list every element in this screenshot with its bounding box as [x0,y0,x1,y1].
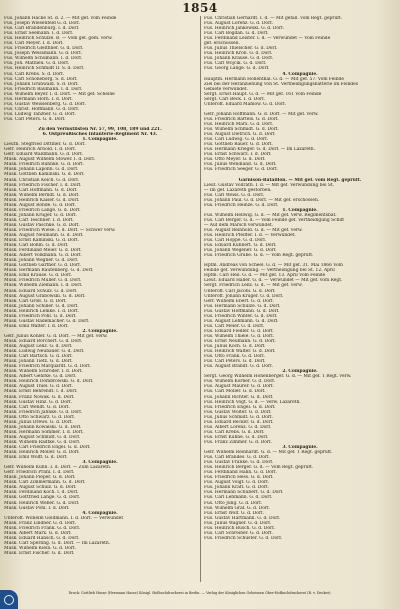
list-item: Musk. Albert Gehrke. G. d. Dorf. [4,374,77,380]
list-item: Musk. Carl Teschner. I. d. Dorf. [4,217,74,223]
list-item: Musk. Johann Tietz. G. d. Dorf. [4,359,73,365]
list-item: Füs. Gustav Weissenberg. G. d. Dorf. [4,101,86,107]
list-item: Musk. Carl Zimmermann. G. d. Dorf. [4,480,86,486]
list-item: Lieut. Gustav Vollrath. I. d. — Mit gef. Verwundung bei St. [204,182,335,188]
list-item: Füs. Christian Gerhardt. I. d. — Mit gefall. vom Regt. geprüft. [204,16,343,21]
list-item: Füs. August Maurer. G. d. Dorf. [204,384,274,390]
list-item: Musk. Carl Hoffmann. G. d. Dorf. [4,187,78,193]
list-item: Musk. Eduard Schulz. G. d. Dorf. [4,288,78,294]
list-item: Füs. Heinrich Jankowski. G. d. Dorf. [204,26,285,32]
list-item: Füs. Heinrich Vogt. G. d. — Verw. Lazareth. [204,399,301,405]
list-item: Füs. Carl Ludwig. G. d. Dorf. [204,137,268,143]
list-item: Feinde gef. Verwundung. — Vertheidigung bei St. 12. April [204,268,335,274]
list-item: Füs. Ludwig Tanzner. G. d. Dorf. [4,111,76,117]
list-item: Füs. Ernst Kühne. G. d. Dorf. [204,434,269,440]
list-item: Füs. Johann Richter. G. d. Dorf. [204,394,274,400]
list-item: Füs. Friedrich Seeger. G. d. Dorf. [204,167,278,173]
list-item: Musk. Ferdinand Meier. G. d. Dorf. [4,248,82,254]
list-item: Musk. Ludwig Neubauer. G. d. Dorf. [4,349,85,355]
list-item: Füs. Hermann Schulze. G. d. Dorf. [204,303,281,309]
list-item: Musk. Friedrich Wiese. I. d. Dorf. — Schwer verw. [4,227,116,233]
list-item: Musk. Eduard Hänsch. G. d. Dorf. [4,535,80,541]
list-item: Musk. Friedrich Müller. G. d. Dorf. [4,278,82,284]
list-item: Füs. Carl Hoppe. G. d. Dorf. [204,238,267,244]
list-item: Füs. Heinrich Berger. G. d. — Vom Regt. geprüft. [204,465,314,471]
list-item: Ziel bei der Heranziehung von St. Vertheidigungsbatterie im Feindes [204,81,358,87]
list-item: Füs. Ernst Seemann. I. d. Dorf. [4,31,74,37]
list-item: Musk. August Rohde. G. d. Dorf. [4,202,76,208]
list-item: Füs. Heinrich Schulze. B. — Vom gef. gem. verw. [4,36,113,42]
column-divider [200,16,201,582]
list-item: Füs. Eduard Kuhnert. G. d. Dorf. [204,243,277,249]
list-item: Füs. Friedrich Hess. G. d. Dorf. [204,475,274,481]
list-item: Musk. Friedrich Jahnke. G. d. Dorf. [4,409,83,415]
list-item: Musk. Heinrich Dombrowski. G. d. Dorf. [4,379,94,385]
list-item: Füs. Friedrich Baumann. I. d. Dorf. [4,86,83,92]
section-heading: 4. Compagnie. [282,71,318,77]
list-item: Musk. Julius Drews. G. d. Dorf. [4,419,73,425]
list-item: Musk. August Lenz. G. d. Dorf. [4,344,73,350]
list-item: Füs. Johann Paul. G. d. Dorf. — Mit gef. erschossen. [204,197,320,203]
list-item: Musk. Emil Wolff. G. d. Dorf. [4,455,68,461]
section-heading: 6. Ostpreußisches Infanterie-Regiment Nr. 43. [42,132,158,138]
section-heading: Garnison-Bataillon. — Mit gef. vom Regt. geprüft. [238,177,362,183]
list-item: Musk. Friedrich Ruhnke. G. d. Dorf. [4,162,84,168]
list-item: Gefr. Wilhelm Reinhardt. G. d. — Mit gef. 1 Regt. geprüft. [204,450,333,456]
list-item: Füs. August Reinhold. G. d. — Mit gef. verw. [204,227,303,233]
list-item: Füs. Carl Möller. G. d. Dorf. [204,389,266,395]
list-item: Füs. Friedrich Engel. G. d. Dorf. [204,404,276,410]
list-item: Füs. Johann Krause. G. d. Dorf. [204,56,274,62]
list-item: Füs. Hermann Schubert. G. d. Dorf. [204,490,284,496]
list-item: Füs. Johann Hacke St. d. 2. — Mit gef. vom Feinde [4,16,117,21]
page-footer: Druck: Gottlieb Hasse (Hermann Hasse) Königl. Hofbuchdruckerei in Berlin. — Verlag der Königlichen Geheimen Ober-Hofbuchdruckerei (R. v. Decker). [68,591,332,595]
list-item: Musk. Friedrich Pohl. G. d. Dorf. [4,313,77,319]
list-item: Musk. Johann Wegner. G. d. Dorf. [4,258,79,264]
list-item: Musk. August Schmidt. G. d. Dorf. [4,434,81,440]
list-item: Gefr. Wilhelm Kühn. I. d. Dorf. — Zum Lazareth. [4,465,112,471]
list-item: Musk. Wilhelm Klein. G. d. Dorf. [4,545,76,551]
list-item: — Im gef. Lazareth gestorben. [204,187,272,193]
list-item: Füs. Johann Grünwald. S. d. Dorf. [4,81,79,87]
list-item: Hptm. Andreas von Scheel. G. d. — Mit gef. 31. Mai 1866 Vom [204,263,343,269]
list-item: Unteroff. Wilhelm Goldmann. I. d. Dorf. — Verwundet [4,515,124,521]
section-heading: Zu den Verlustlisten Nr. 57, 99, 108, 189 und 221. [38,127,162,133]
list-item: Musk. Albert Volkmann. G. d. Dorf. [4,253,82,259]
list-item: Füs. Wilhelm Schmidt. G. d. Dorf. [204,127,279,133]
list-item: Musk. August Neumann. G. d. Dorf. [4,233,84,239]
list-item: Füs. Carl Lehmann. G. d. Dorf. [204,495,273,501]
list-item: Gefr. Wilhelm Ebert. G. d. Dorf. [204,298,274,304]
list-item: Füs. Heinrich Busch. G. d. Dorf. [204,525,276,531]
list-item: Füs. Carl Wojcik. G. d. Dorf. [204,61,267,67]
list-item: Musk. Friedrich Fischer. I. d. Dorf. [4,182,82,188]
list-item: Füs. Otto Meyer. G. d. Dorf. [204,157,266,163]
list-item: Füs. Gustav Wolter. G. d. Dorf. [204,409,272,415]
list-item: Musk. Wilhelm Radtke. G. d. Dorf. [4,439,81,445]
list-item: Füs. Gustav Hartmann. G. d. Dorf. [204,515,281,521]
section-heading: 3. Compagnie. [82,460,118,466]
list-item: Musk. Franz Lindner. G. d. Dorf. [4,520,76,526]
list-item: Füs. Hermann Krieger. G. d. Dorf. — Im Lazareth. [204,147,315,153]
list-item: Musk. Friedrich Lange. G. d. Dorf. [4,207,81,213]
list-item: Musk. Carl Wendt. G. d. Dorf. [4,404,70,410]
list-item: Musk. Heinrich Lemke. I. d. Dorf. [4,308,79,314]
list-item: Füs. August Dietrich. G. d. Dorf. [204,132,276,138]
list-item: Musk. Ernst Behrendt. I. d. Dorf. [4,389,78,395]
list-item: Sergt. Georg Wilhelm Hohenberger. G. d. — Mit gef. 1 Regt. verw. [204,374,352,380]
list-item: Musk. Carl Friedrich Engel. G. d. Dorf. [4,444,91,450]
list-item: Musk. Johann Kowalski. G. d. Dorf. [4,424,82,430]
list-item: Füs. Gottlieb Bauer. G. d. Dorf. [204,142,273,148]
list-item: Musk. Heinrich Weber. G. d. Dorf. [4,500,80,506]
list-item: Lieutn. Stegfried Dittmer. G. d. Dorf. [4,142,86,148]
list-item: Musk. Gottfried Lange. G. d. Dorf. [4,495,81,501]
list-item: Musk. Johann Lapöhn. G. d. Dorf. [4,167,79,173]
list-item: Musk. Gustav Paschke. G. d. Dorf. [4,222,80,228]
list-item: Füs. Wilhelm Schumann. I. d. Dorf. [4,56,83,62]
list-item: Füs. Joseph Weissmann. G. d. Dorf. [4,51,82,57]
list-item: — Auf dem Marsch verwundet. [204,222,274,228]
list-item: Musk. Carl Groß. G. d. Dorf. [4,298,67,304]
left-column [4,16,196,584]
list-item: Musk. Eduard Borchert. G. d. Dorf. [4,339,83,344]
list-item: Musk. Ernst Kaminski. G. d. Dorf. [4,238,79,244]
list-item: Füs. Carl Bogdan. G. d. Dorf. [204,31,269,37]
list-item: Füs. Christ. Hoffmann. G. d. Dorf. [4,106,80,112]
list-item: Musk. Gottlieb Kaminski. G. d. Dorf. [4,172,85,178]
list-item: Füs. August Voigt. G. d. Dorf. [204,480,270,486]
list-item: Füs. Otto Jung. G. d. Dorf. [204,500,262,506]
list-item: Musk. Otto Schwarz. G. d. Dorf. [4,414,75,420]
list-item: Musk. Johann Schiller. G. d. Dorf. [4,303,79,309]
list-item: Füs. Ferdinand Hahn. G. d. Dorf. [204,470,277,476]
list-item: Füs. Wilhelm Beyer. I. d. Dorf. — Mit gef. Scheine [4,91,115,97]
list-item: Unteroff. Johann Krüger. G. d. Dorf. [204,293,284,299]
list-item: Füs. Friedrich Heinze. G. d. Dorf. [204,202,279,208]
list-item: Gebiete verwundet. [204,86,248,92]
list-item: Musk. Heinrich Kaiser. G. d. Dorf. [4,197,80,203]
list-item: Füs. Franz Zimmer. G. d. Dorf. [204,439,272,445]
list-item: Gefr. Johann Hoffmann. G. d. Dorf. — Mit gef. verw. [204,111,319,117]
section-heading: 2. Compagnie. [282,369,318,375]
list-item: Füs. Hermann Horn. I. d. Dorf. [4,96,73,102]
section-heading: 1. Compagnie. [82,137,118,143]
list-item: Gefr. Julius Köhler. G. d. Dorf. — Mit gef. verw. [4,333,108,339]
list-item: Füs. Carl Krebs. S. d. Dorf. [4,71,64,77]
list-item: Füs. Ferdinand Leister. I. d. — Verwundet — Vom Feinde [204,36,331,42]
section-heading: 3. Compagnie. [282,444,318,450]
list-item: Füs. Carl Krebs. G. d. Dorf. [204,429,265,435]
list-item: Musk. Wilhelm Ziemann. I. d. Dorf. [4,283,83,289]
list-item: Füs. Heinrich Pfeiffer. I. d. — Verwundet. [204,233,296,239]
list-item: Füs. Joh. Mathieu. G. d. Dorf. [4,61,70,67]
list-item: Musk. Hermann Sommer. I. d. Dorf. [4,429,84,435]
right-column [204,16,396,584]
list-item: Musk. Albert Marx. G. d. Dorf. [4,530,72,536]
list-item: Musk. Johann Krüger. G. d. Dorf. [4,212,77,218]
list-item: Gefr. Eduard Waldmann. G. d. Dorf. [4,152,83,158]
list-item: Füs. Heinrich Schmidt II. S. d. Dorf. [4,66,85,72]
list-item: Füs. Ernst Wolf. G. d. Dorf. [204,510,264,516]
list-item: Musk. Gustav Hinz. G. d. Dorf. [4,399,72,405]
list-item: gef. erschossen. [204,41,240,47]
list-item: Sergt. Carl Beck. I. d. Dorf. [204,96,265,102]
list-item: Füs. Friedrich Grube. G. d. — Vom Regt. geprüft. [204,253,314,259]
list-item: Füs. Friedrich Schuster. G. d. Dorf. [204,535,283,541]
list-item: Füs. Friedrich Gleithner. G. d. Dorf. [4,46,84,52]
list-item: Füs. August Lehmann. G. d. Dorf. [204,318,279,324]
list-item: Füs. Heinrich Walter. G. d. Dorf. [204,349,276,355]
list-item: Musk. August Thiel. G. d. Dorf. [4,384,73,390]
list-item: Füs. Carl Brandenburg. I. d. Dorf. [4,26,80,32]
list-item: Musk. Christian Kelch. G. d. Dorf. [4,177,80,183]
list-item: Hptm. Carl Heil. G. d. — Mit gef. 13. April Vom Feinde [204,273,326,279]
list-item: Füs. Friedrich Bartels. G. d. Dorf. [204,116,279,122]
list-item: Füs. Joseph Wiesenfeld G. d. Dorf. [4,21,81,27]
list-item: Füs. Carl Peters. G. d. Dorf. [4,116,66,122]
list-item: Füs. Albert Lorenz. G. d. Dorf. [204,424,272,430]
list-item: Füs. Carl Weiss. G. d. Dorf. [204,192,265,198]
list-item: Füs. Otto Frank. G. d. Dorf. [204,354,265,360]
list-item: Musk. Friedrich Frank. G. d. Dorf. [4,525,81,531]
list-item: Füs. Wilhelm Hellwig. G. d. — Mit gef. Verw. Regimentsbat. [204,212,337,218]
list-item: Füs. Johann Wegener. G. d. Dorf. [204,248,277,254]
list-item: Füs. Carl Schöneberg. S. d. Dorf. [4,76,78,82]
list-item: Musk. Wilhelm Schröder. I. d. Dorf. [4,369,83,375]
list-item: Musk. Hermann Rautenberg. G. d. Dorf. [4,268,94,274]
list-item: Füs. Gustav Hoffmann. G. d. Dorf. [204,308,280,314]
list-item: Füs. Julius Thielscher. G. d. Dorf. [204,46,278,52]
list-item: Sergt. Ernst Haupt. G. d. — Mit gef. 161 Vom Feinde [204,91,322,97]
list-item: Musk. Emil Walter. I. d. Dorf. [4,323,69,329]
list-item: Füs. Heinrich Marx. G. d. Dorf. [204,121,274,127]
list-item: Füs. Gustav Franke. G. d. Dorf. [204,460,274,466]
list-item: Füs. Carl Berger. G. d. — Vom Feinde gef. Vertheidigung Schiff [204,217,344,223]
list-item: Lieut. Eduard Haller. G. d. — Verwundet — Mit gef. vom Regt. [204,278,343,284]
list-item: Füs. Eduard Becker. G. d. Dorf. [204,419,274,425]
list-item: Füs. Heinrich Kron. G. d. Dorf. [204,51,273,57]
list-item: Musk. Wilhelm Berndt. G. d. Dorf. [4,192,80,198]
list-item: Gefr. Heinrich Arnold. I. d. Dorf. [4,147,76,153]
list-item: Musk. Johann Pieper. G. d. Dorf. [4,475,76,481]
section-heading: 4. Compagnie. [82,510,118,516]
list-item: Füs. Julius Koch. G. d. Dorf. [204,344,266,350]
list-item: Unteroff. Eduard Mahlow. G. d. Dorf. [204,101,287,107]
list-item: Musk. Ernst Fischer. G. d. Dorf. [4,550,75,556]
list-item: Musk. Ferdinand Koch. I. d. Dorf. [4,490,79,496]
list-item: Füs. Eduard Fiedler. G. d. Dorf. [204,328,274,334]
list-item: Musk. August Wilhelm Stöwer. I. d. Dorf. [4,157,96,163]
section-heading: 1. Compagnie. [282,207,318,213]
list-item: Füs. Julius Schmidt. G. d. Dorf. [204,414,273,420]
viewer-badge-icon[interactable] [0,590,18,609]
list-item: Sergt. Friedrich Lenz. G. d. — Mit gef. verw. [204,283,303,289]
list-item: Musk. August Schulz. G. d. Dorf. [4,485,77,491]
list-item: Musk. Franz Nowak. G. d. Dorf. [4,394,75,400]
list-item: Füs. August Lorenz. G. d. Dorf. [204,21,274,27]
list-item: Füs. Julius Wagner. G. d. Dorf. [204,520,272,526]
list-item: Füs. Ernst Schwarz. I. d. Dorf. [204,152,272,158]
list-item: Füs. Carl Meyer. I. d. Dorf. [4,41,64,47]
list-item: Füs. Carl Peters. G. d. Dorf. [204,359,266,365]
list-item: Musk. August Grabowski. G. d. Dorf. [4,293,86,299]
list-item: Füs. Wilhelm Körner. G. d. Dorf. [204,379,276,385]
list-item: Füs. Carl Schreiber. G. d. Dorf. [204,530,273,536]
list-item: Füs. Carl Meier. G. d. Dorf. [204,323,265,329]
page-number: 1854 [182,1,218,15]
list-item: Musk. Carl Sperling. G. d. Dorf. — Im Lazareth. [4,540,111,546]
list-item: Musk. Gottlieb Gärtner. G. d. Dorf. [4,263,82,269]
list-item: Musk. Gustav Rademacher. G. d. Dorf. [4,318,90,324]
list-item: Gefr. Friedrich Prahl. I. d. Dorf. [4,470,75,476]
list-item: Musk. Friedrich Marquardt. G. d. Dorf. [4,364,91,370]
list-item: Füs. Wilhelm Graf. G. d. Dorf. [204,505,270,511]
list-item: Musk. Emil Krause. G. d. Dorf. [4,273,72,279]
list-item: Musk. Carl Böhm. G. d. Dorf. [4,243,69,249]
list-item: Musk. Gustav Pohl. I. d. Dorf. [4,505,70,511]
list-item: Füs. Julius Wendland. G. d. Dorf. [204,162,277,168]
list-item: Musk. Carl Bartsch. G. d. Dorf. [4,354,73,360]
list-item: Füs. August Brandt. G. d. Dorf. [204,364,273,370]
list-item: Musk. Heinrich Möller. G. d. Dorf. [4,450,80,456]
list-item: Füs. Ernst Neumann. G. d. Dorf. [204,339,276,344]
list-item: Füs. Johann Kraft. G. d. Dorf. [204,485,269,491]
list-item: Füs. Carl Brandes. G. d. Dorf. [204,455,270,461]
list-item: Hauptm. Hermann Hohenthal. G. d. — Mit gef. 57. Vom Feinde [204,76,344,82]
list-item: Füs. Georg Lange. G. d. Dorf. [204,66,270,72]
list-item: Füs. Friedrich Winter. G. d. Dorf. [204,313,278,319]
list-item: Füs. Wilhelm Thiele. G. d. Dorf. [204,333,274,339]
section-heading: 2. Compagnie. [82,328,118,334]
list-item: Unteroff. Carl Jacobi. G. d. Dorf. [204,288,276,294]
